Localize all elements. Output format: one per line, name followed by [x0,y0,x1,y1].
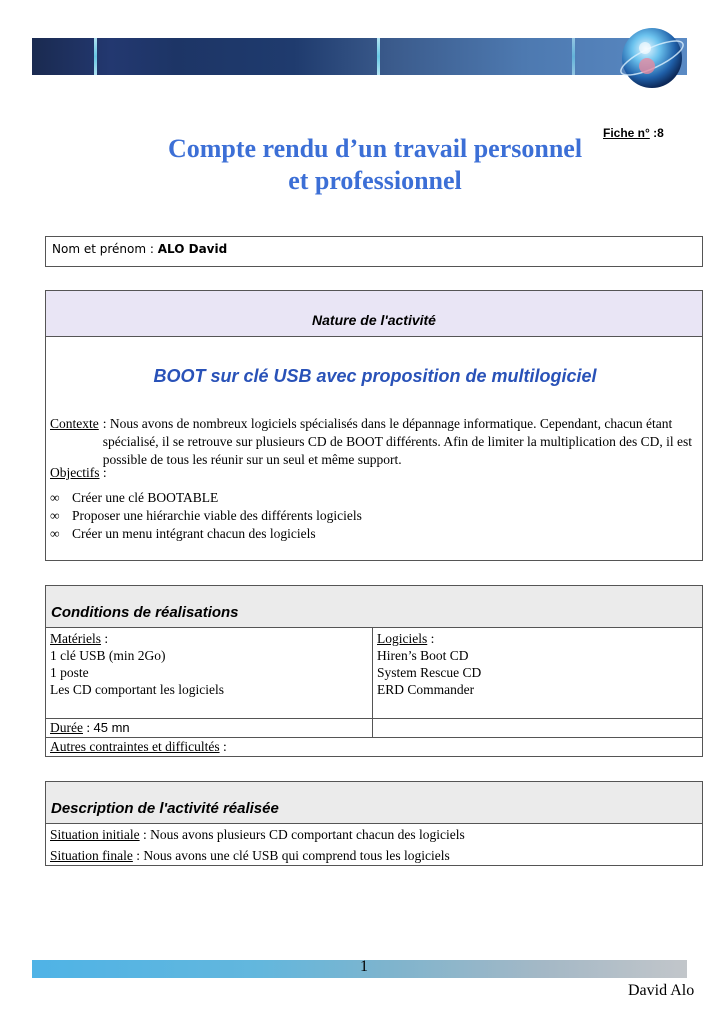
duree-label: Durée [50,720,83,735]
logiciels-column: Logiciels : Hiren’s Boot CD System Rescue CD ERD Commander [373,628,702,718]
objectif-text: Créer une clé BOOTABLE [72,490,219,505]
materiel-item: Les CD comportant les logiciels [50,682,224,697]
situation-finale [46,845,702,866]
bullet-icon: ∞ [50,508,60,523]
logiciel-item: ERD Commander [377,682,475,697]
bullet-icon: ∞ [50,490,60,505]
name-label: Nom et prénom : [52,242,154,256]
fiche-label: Fiche n° [603,126,650,140]
duree-value: 45 mn [93,720,130,735]
nature-section [45,290,703,561]
finale-text: : Nous avons une clé USB qui comprend tous les logiciels [132,848,450,863]
header-streak [572,38,575,75]
objectifs-label: Objectifs [50,465,100,480]
initiale-label: Situation initiale [50,827,140,842]
conditions-heading: Conditions de réalisations [46,586,702,628]
objectifs-list [50,489,362,543]
conditions-section [45,585,703,757]
name-value: ALO David [157,242,228,256]
list-item [50,507,362,525]
header-streak [377,38,380,75]
finale-label: Situation finale [50,848,133,863]
description-section [45,781,703,866]
bullet-icon: ∞ [50,526,60,541]
materiel-item: 1 poste [50,665,89,680]
title-line-1: Compte rendu d’un travail personnel [167,134,583,163]
page-number: 1 [360,958,368,975]
title-line-2: et professionnel [288,166,462,195]
contexte-text: : Nous avons de nombreux logiciels spécialisés dans le dépannage informatique. Cependant, chacun étant spécialisé, il se retrouve sur plusieurs CD de BOOT différents. Afin de limiter la multiplication des CD, il est possible de tous les réunir sur un seul et même support. [102,416,693,467]
conditions-grid [46,628,702,719]
situation-initiale [46,824,702,845]
materiel-item: 1 clé USB (min 2Go) [50,648,166,663]
objectifs-heading [50,465,107,481]
fiche-value: :8 [653,126,664,140]
description-heading: Description de l'activité réalisée [46,782,702,824]
materiels-column: Matériels : 1 clé USB (min 2Go) 1 poste Les CD comportant les logiciels [46,628,373,718]
materiels-label: Matériels [50,631,101,646]
duree-row: Durée : 45 mn [46,719,702,738]
contraintes-row: Autres contraintes et difficultés : [50,739,227,754]
objectifs-colon: : [99,465,107,480]
activity-title: BOOT sur clé USB avec proposition de multilogiciel [153,366,597,386]
list-item [50,489,362,507]
logiciels-label: Logiciels [377,631,428,646]
fiche-number [603,126,664,140]
name-box [45,236,703,267]
page-title [140,133,610,197]
objectif-text: Créer un menu intégrant chacun des logiciels [72,526,316,541]
globe-logo-icon [615,20,690,95]
footer-author: David Alo [628,982,695,999]
header-streak [94,38,97,75]
nature-heading: Nature de l'activité [46,291,702,337]
objectif-text: Proposer une hiérarchie viable des différents logiciels [72,508,362,523]
list-item [50,525,362,543]
contexte-paragraph [50,415,700,469]
header-band [32,38,687,75]
contraintes-label: Autres contraintes et difficultés [50,739,220,754]
contexte-label: Contexte [50,416,99,431]
initiale-text: : Nous avons plusieurs CD comportant chacun des logiciels [139,827,465,842]
logiciel-item: System Rescue CD [377,665,482,680]
logiciel-item: Hiren’s Boot CD [377,648,469,663]
